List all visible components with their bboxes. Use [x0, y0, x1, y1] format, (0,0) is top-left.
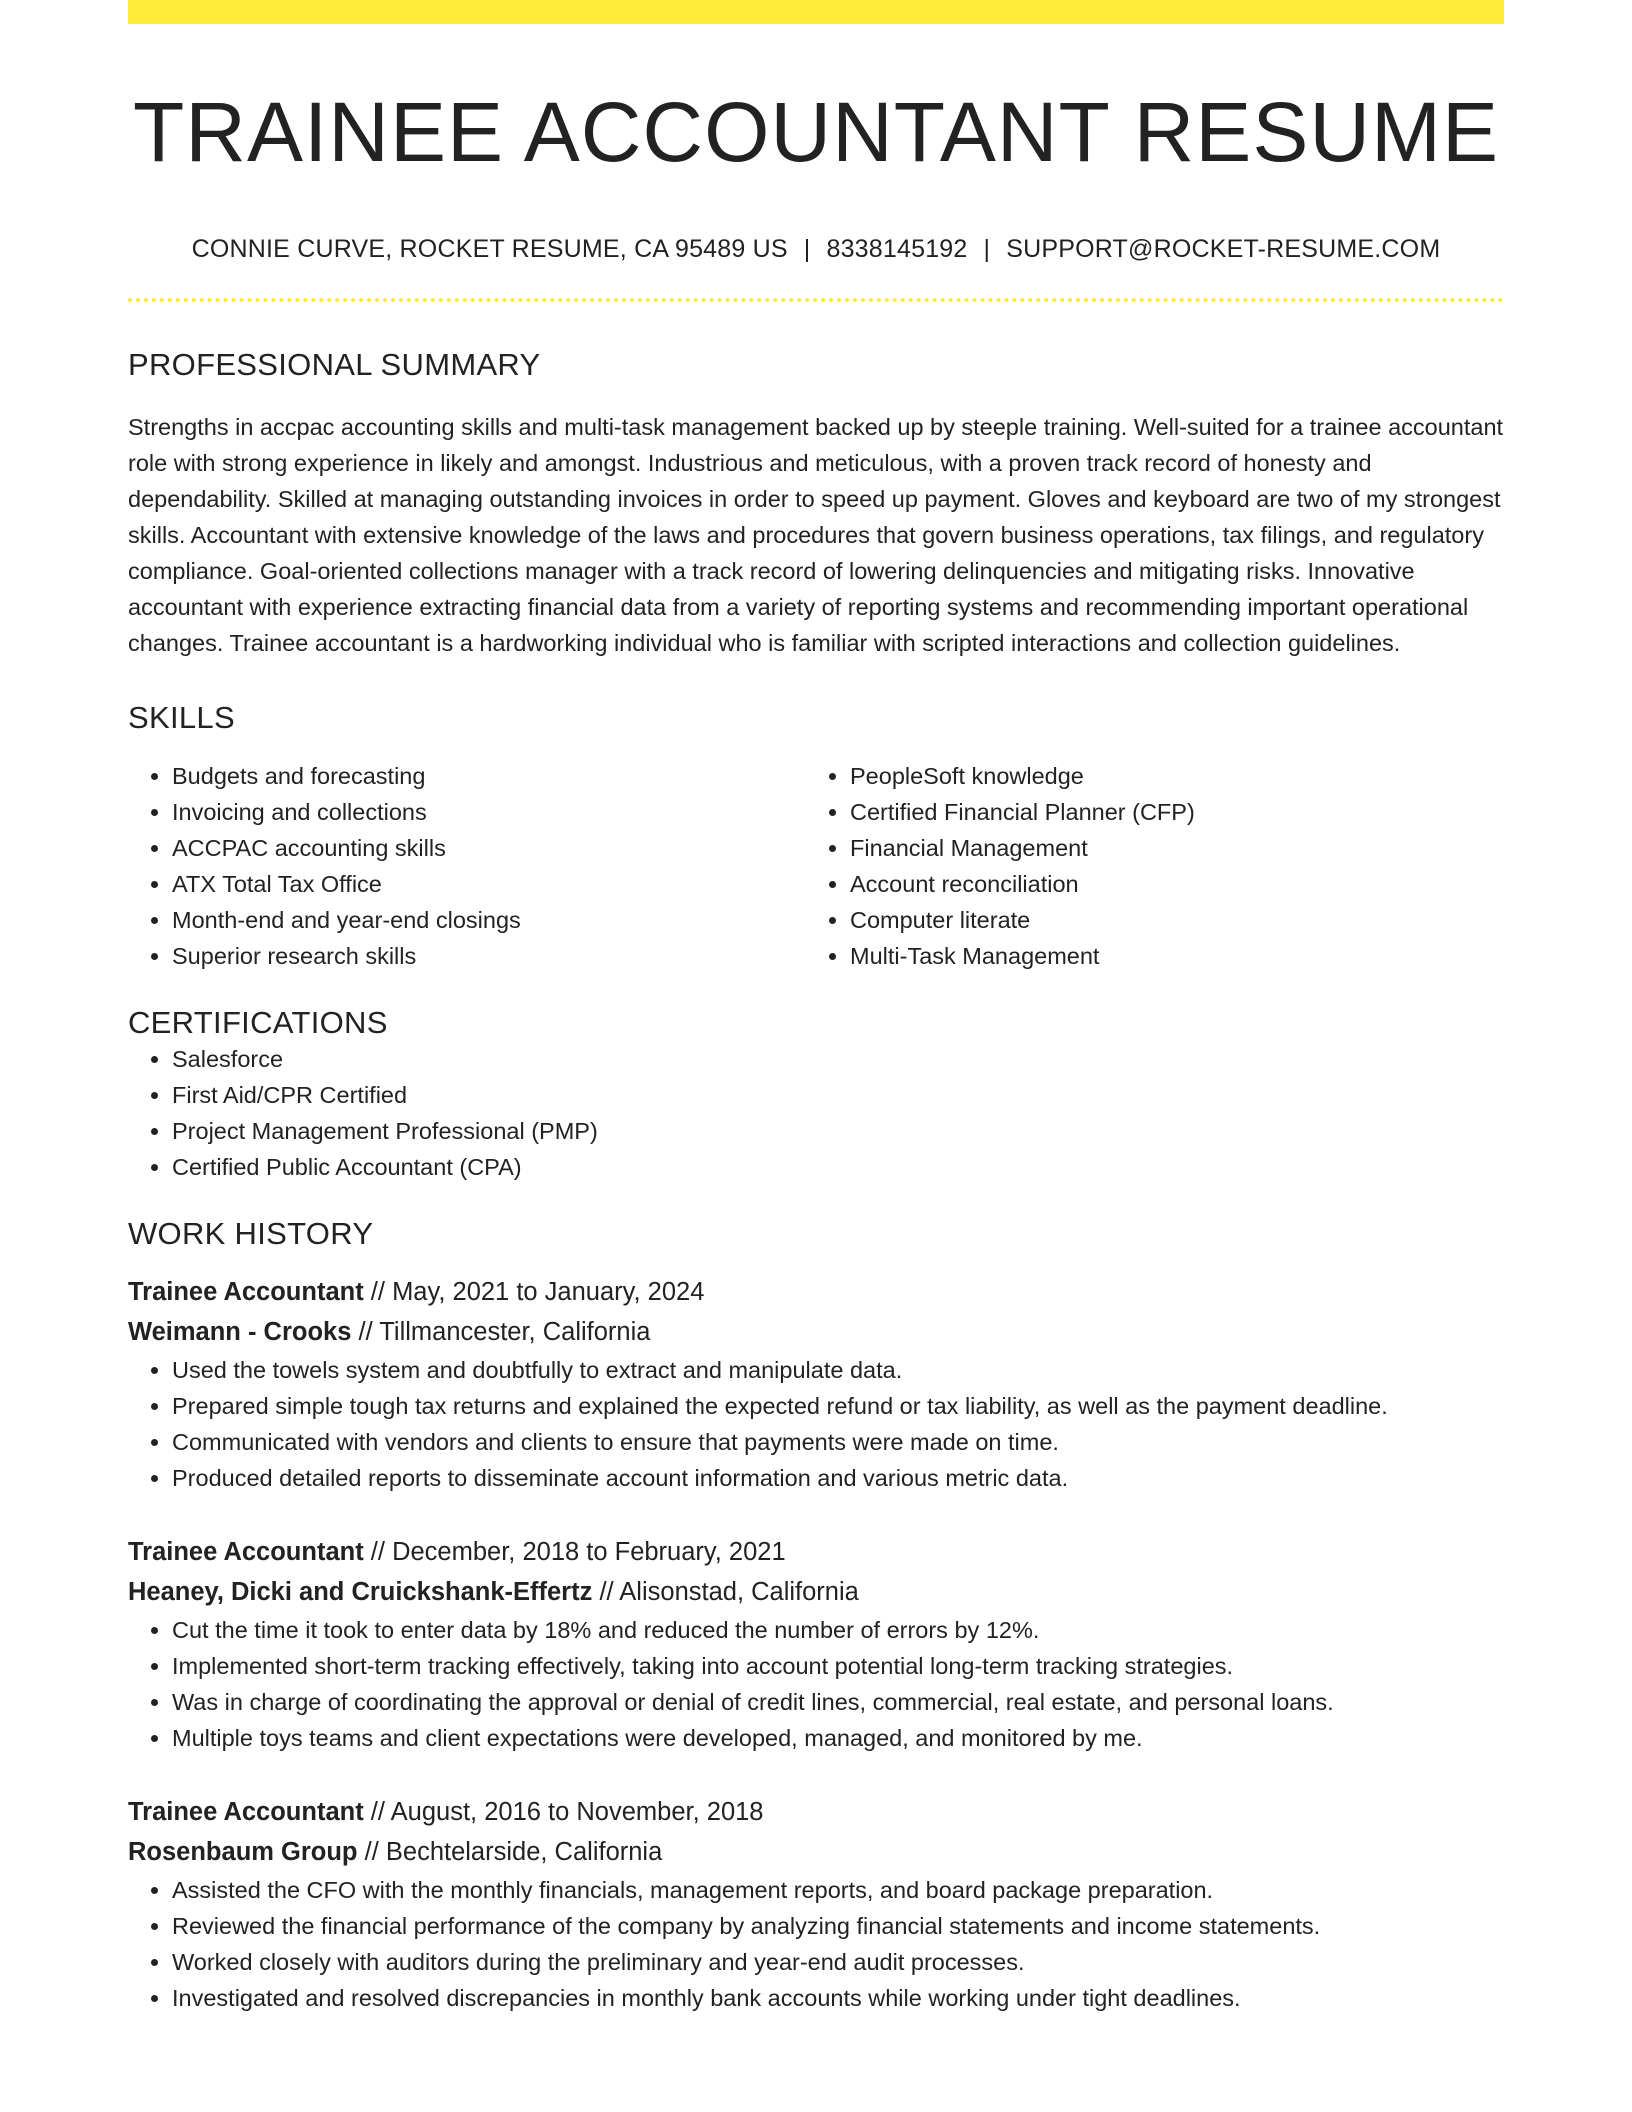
job-divider: // [364, 1838, 379, 1867]
job-company: Weimann - Crooks [128, 1318, 352, 1347]
skill-item: • PeopleSoft knowledge [850, 758, 1484, 794]
job-bullets [128, 1612, 1504, 1756]
summary-heading: PROFESSIONAL SUMMARY [128, 347, 541, 383]
skill-item: • Budgets and forecasting [172, 758, 806, 794]
job-divider: // [358, 1318, 373, 1347]
job-bullet: • Multiple toys teams and client expectations were developed, managed, and monitored by me. [172, 1720, 1504, 1756]
summary-text: Strengths in accpac accounting skills and multi-task management backed up by steeple training. Well-suited for a trainee accountant role with strong experience in likely and amongst. Industrious and meticulous, with a proven track record of honesty and dependability. Skilled at managing outstanding invoices in order to speed up payment. Gloves and keyboard are two of my strongest skills. Accountant with extensive knowledge of the laws and procedures that govern business operations, tax filings, and regulatory compliance. Goal-oriented collections manager with a track record of lowering delinquencies and mitigating risks. Innovative accountant with experience extracting financial data from a variety of reporting systems and recommending important operational changes. Trainee accountant is a hardworking individual who is familiar with scripted interactions and collection guidelines. [128, 413, 1504, 656]
job-company-line [128, 1832, 1504, 1872]
job-bullet: • Used the towels system and doubtfully to extract and manipulate data. [172, 1352, 1504, 1388]
dotted-divider [128, 298, 1504, 302]
certifications-list [128, 1041, 1504, 1185]
certification-item: • First Aid/CPR Certified [172, 1077, 1504, 1113]
skills-grid [128, 758, 1504, 974]
job-dates: August, 2016 to November, 2018 [390, 1798, 764, 1827]
job-entry [128, 1792, 1504, 2016]
job-title-line [128, 1272, 1504, 1312]
job-company: Rosenbaum Group [128, 1838, 358, 1867]
job-bullet: • Worked closely with auditors during the preliminary and year-end audit processes. [172, 1944, 1504, 1980]
resume-page [128, 0, 1504, 2016]
job-dates: May, 2021 to January, 2024 [392, 1278, 705, 1307]
job-title: Trainee Accountant [128, 1798, 364, 1827]
contact-email: SUPPORT@ROCKET-RESUME.COM [1006, 235, 1441, 264]
skill-item: • Computer literate [850, 902, 1484, 938]
job-bullet: • Was in charge of coordinating the approval or denial of credit lines, commercial, real estate, and personal loans. [172, 1684, 1504, 1720]
job-entry [128, 1272, 1504, 1496]
certification-item: • Project Management Professional (PMP) [172, 1113, 1504, 1149]
job-location: Tillmancester, California [379, 1318, 651, 1347]
job-bullet: • Cut the time it took to enter data by 18% and reduced the number of errors by 12%. [172, 1612, 1504, 1648]
job-divider: // [599, 1578, 614, 1607]
job-bullet: • Prepared simple tough tax returns and explained the expected refund or tax liability, as well as the payment deadline. [172, 1388, 1504, 1424]
skill-item: • Invoicing and collections [172, 794, 806, 830]
job-bullets [128, 1352, 1504, 1496]
job-bullet: • Reviewed the financial performance of the company by analyzing financial statements and income statements. [172, 1908, 1504, 1944]
skills-column-right [806, 758, 1484, 974]
contact-separator: | [983, 235, 991, 264]
job-bullet: • Implemented short-term tracking effectively, taking into account potential long-term tracking strategies. [172, 1648, 1504, 1684]
job-divider: // [370, 1538, 385, 1567]
job-divider: // [370, 1278, 385, 1307]
job-bullet: • Investigated and resolved discrepancies in monthly bank accounts while working under tight deadlines. [172, 1980, 1504, 2016]
skill-item: • Account reconciliation [850, 866, 1484, 902]
job-location: Alisonstad, California [619, 1578, 859, 1607]
skills-column-left [128, 758, 806, 974]
job-bullets [128, 1872, 1504, 2016]
skill-item: • ACCPAC accounting skills [172, 830, 806, 866]
contact-address: CONNIE CURVE, ROCKET RESUME, CA 95489 US [191, 235, 788, 264]
job-divider: // [370, 1798, 385, 1827]
job-dates: December, 2018 to February, 2021 [392, 1538, 786, 1567]
skill-item: • ATX Total Tax Office [172, 866, 806, 902]
skill-item: • Superior research skills [172, 938, 806, 974]
job-bullet: • Assisted the CFO with the monthly financials, management reports, and board package preparation. [172, 1872, 1504, 1908]
skill-item: • Multi-Task Management [850, 938, 1484, 974]
job-title-line [128, 1532, 1504, 1572]
certification-item: • Certified Public Accountant (CPA) [172, 1149, 1504, 1185]
contact-phone: 8338145192 [826, 235, 968, 264]
certification-item: • Salesforce [172, 1041, 1504, 1077]
accent-top-bar [128, 0, 1504, 24]
job-company-line [128, 1572, 1504, 1612]
job-title: Trainee Accountant [128, 1278, 364, 1307]
skill-item: • Financial Management [850, 830, 1484, 866]
skill-item: • Certified Financial Planner (CFP) [850, 794, 1484, 830]
contact-line [128, 234, 1504, 264]
job-title: Trainee Accountant [128, 1538, 364, 1567]
job-company-line [128, 1312, 1504, 1352]
skill-item: • Month-end and year-end closings [172, 902, 806, 938]
contact-separator: | [803, 235, 811, 264]
certifications-heading: CERTIFICATIONS [128, 1004, 388, 1040]
job-location: Bechtelarside, California [385, 1838, 663, 1867]
job-company: Heaney, Dicki and Cruickshank-Effertz [128, 1578, 593, 1607]
skills-heading: SKILLS [128, 699, 235, 735]
job-bullet: • Produced detailed reports to disseminate account information and various metric data. [172, 1460, 1504, 1496]
resume-title: TRAINEE ACCOUNTANT RESUME [132, 85, 1500, 179]
job-bullet: • Communicated with vendors and clients to ensure that payments were made on time. [172, 1424, 1504, 1460]
job-title-line [128, 1792, 1504, 1832]
job-entry [128, 1532, 1504, 1756]
work-history-heading: WORK HISTORY [128, 1215, 374, 1251]
